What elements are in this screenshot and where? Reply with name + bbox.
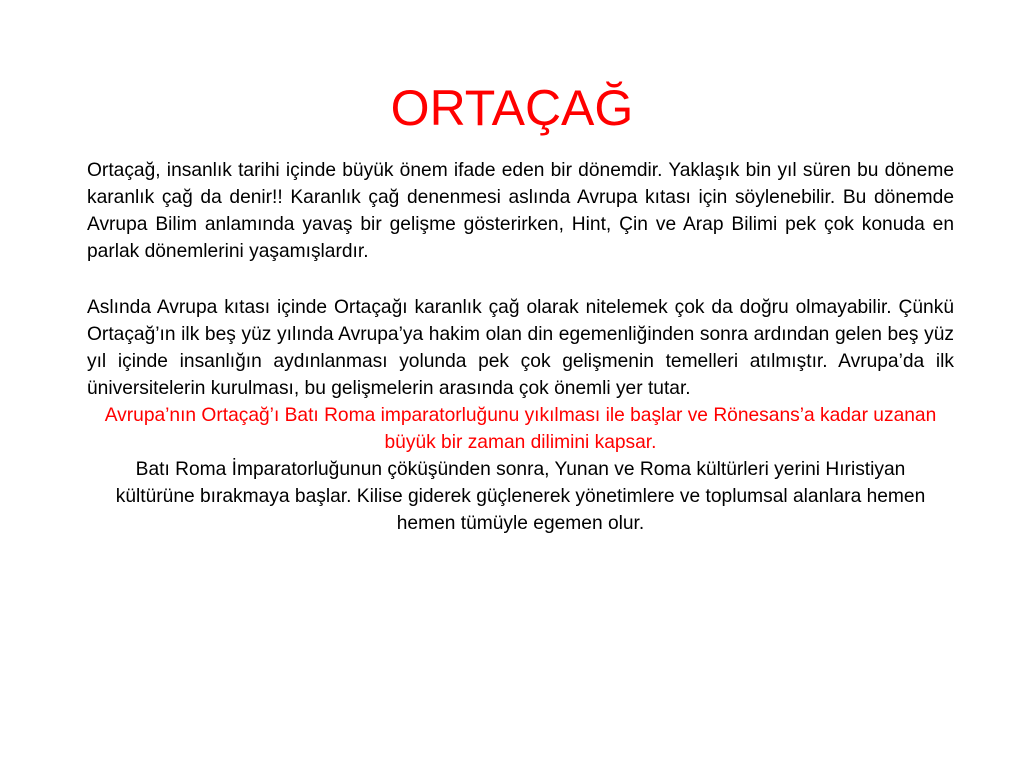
paragraph-rome: Batı Roma İmparatorluğunun çöküşünden sonra, Yunan ve Roma kültürleri yerini Hıristiyan kültürüne bırakmaya başlar. Kilise giderek güçlenerek yönetimlere ve toplumsal alanlara hemen hemen tümüyle egemen olur. — [115, 459, 926, 534]
slide-title: ORTAÇAĞ — [390, 80, 634, 136]
paragraph-intro: Ortaçağ, insanlık tarihi içinde büyük önem ifade eden bir dönemdir. Yaklaşık bin yıl süren bu döneme karanlık çağ da denir!! Karanlık çağ denenmesi aslında Avrupa kıtası için söylenebilir. Bu dönemde Avrupa Bilim anlamında yavaş bir gelişme gösterirken, Hint, Çin ve Arap Bilimi pek çok konuda en parlak dönemlerini yaşamışlardır. — [87, 160, 954, 262]
paragraph-dark-age: Aslında Avrupa kıtası içinde Ortaçağı karanlık çağ olarak nitelemek çok da doğru olmayabilir. Çünkü Ortaçağ’ın ilk beş yüz yılında Avrupa’ya hakim olan din egemenliğinden sonra ardından gelen beş yüz yıl içinde insanlığın aydınlanması yolunda pek çok gelişmenin temelleri atılmıştır. Avrupa’da ilk üniversitelerin kurulması, bu gelişmelerin arasında çok önemli yer tutar. — [87, 297, 954, 399]
paragraph-highlight: Avrupa’nın Ortaçağ’ı Batı Roma imparatorluğunu yıkılması ile başlar ve Rönesans’a kadar uzanan büyük bir zaman dilimini kapsar. — [104, 405, 937, 453]
slide-body — [87, 157, 954, 537]
